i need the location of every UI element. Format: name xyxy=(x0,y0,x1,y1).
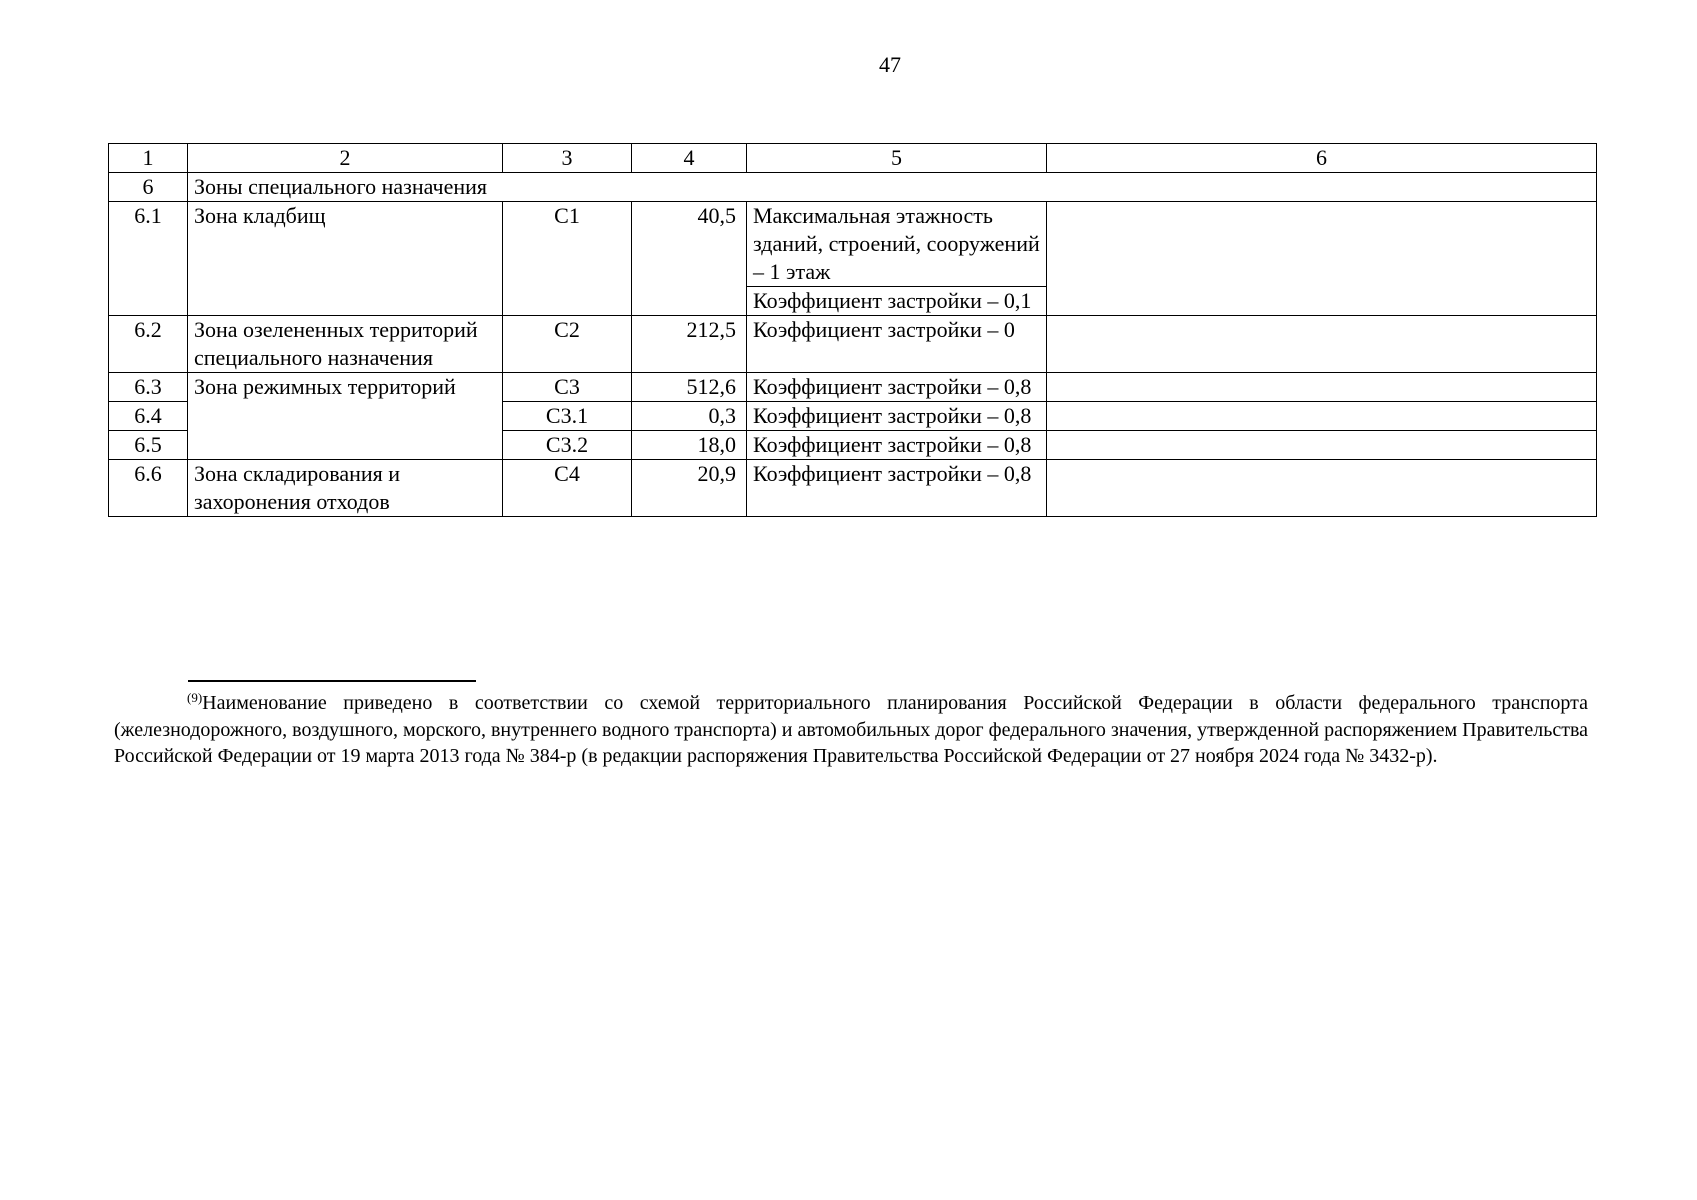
zone-area: 18,0 xyxy=(632,431,747,460)
section-number: 6 xyxy=(109,173,188,202)
section-row xyxy=(109,173,1597,202)
zone-area: 20,9 xyxy=(632,460,747,517)
row-number: 6.1 xyxy=(109,202,188,316)
zone-note xyxy=(1047,402,1597,431)
header-cell: 4 xyxy=(632,144,747,173)
row-number: 6.5 xyxy=(109,431,188,460)
zone-parameter: Максимальная этажность зданий, строений, сооружений – 1 этаж xyxy=(747,202,1047,287)
zone-code: С1 xyxy=(503,202,632,316)
footnote-separator xyxy=(188,680,476,682)
header-cell: 2 xyxy=(188,144,503,173)
zone-note xyxy=(1047,431,1597,460)
zone-code: С3.1 xyxy=(503,402,632,431)
table-row xyxy=(109,316,1597,373)
page-number: 47 xyxy=(879,52,901,77)
zone-name: Зона кладбищ xyxy=(188,202,503,316)
header-cell: 1 xyxy=(109,144,188,173)
section-title: Зоны специального назначения xyxy=(188,173,1597,202)
zone-parameter: Коэффициент застройки – 0,8 xyxy=(747,431,1047,460)
zones-table xyxy=(108,143,1597,517)
zone-note xyxy=(1047,202,1597,316)
zone-code: С3 xyxy=(503,373,632,402)
zone-name: Зона режимных территорий xyxy=(188,373,503,460)
zone-area: 212,5 xyxy=(632,316,747,373)
zone-note xyxy=(1047,316,1597,373)
row-number: 6.3 xyxy=(109,373,188,402)
zone-parameter: Коэффициент застройки – 0,8 xyxy=(747,402,1047,431)
table-row xyxy=(109,373,1597,402)
header-cell: 5 xyxy=(747,144,1047,173)
zone-code: С2 xyxy=(503,316,632,373)
row-number: 6.6 xyxy=(109,460,188,517)
zone-parameter: Коэффициент застройки – 0,8 xyxy=(747,373,1047,402)
footnote-marker: (9) xyxy=(187,690,203,705)
row-number: 6.2 xyxy=(109,316,188,373)
zone-parameter: Коэффициент застройки – 0,1 xyxy=(747,287,1047,316)
zone-parameter: Коэффициент застройки – 0 xyxy=(747,316,1047,373)
zone-code: С3.2 xyxy=(503,431,632,460)
table-row xyxy=(109,460,1597,517)
zone-area: 40,5 xyxy=(632,202,747,316)
footnote xyxy=(114,690,1588,770)
footnote-text: Наименование приведено в соответствии со схемой территориального планирования Российской Федерации в области федерального транспорта (железнодорожного, воздушного, морского, внутреннего водного транспорта) и автомобильных дорог федерального значения, утвержденной распоряжением Правительства Российской Федерации от 19 марта 2013 года № 384-р (в редакции распоряжения Правительства Российской Федерации от 27 ноября 2024 года № 3432-р). xyxy=(114,692,1588,767)
zone-note xyxy=(1047,373,1597,402)
zone-note xyxy=(1047,460,1597,517)
zone-area: 0,3 xyxy=(632,402,747,431)
zone-name: Зона озелененных территорий специального назначения xyxy=(188,316,503,373)
zone-area: 512,6 xyxy=(632,373,747,402)
header-cell: 6 xyxy=(1047,144,1597,173)
row-number: 6.4 xyxy=(109,402,188,431)
zone-name: Зона складирования и захоронения отходов xyxy=(188,460,503,517)
header-cell: 3 xyxy=(503,144,632,173)
zone-code: С4 xyxy=(503,460,632,517)
zone-parameter: Коэффициент застройки – 0,8 xyxy=(747,460,1047,517)
table-header-row xyxy=(109,144,1597,173)
table-row xyxy=(109,202,1597,287)
